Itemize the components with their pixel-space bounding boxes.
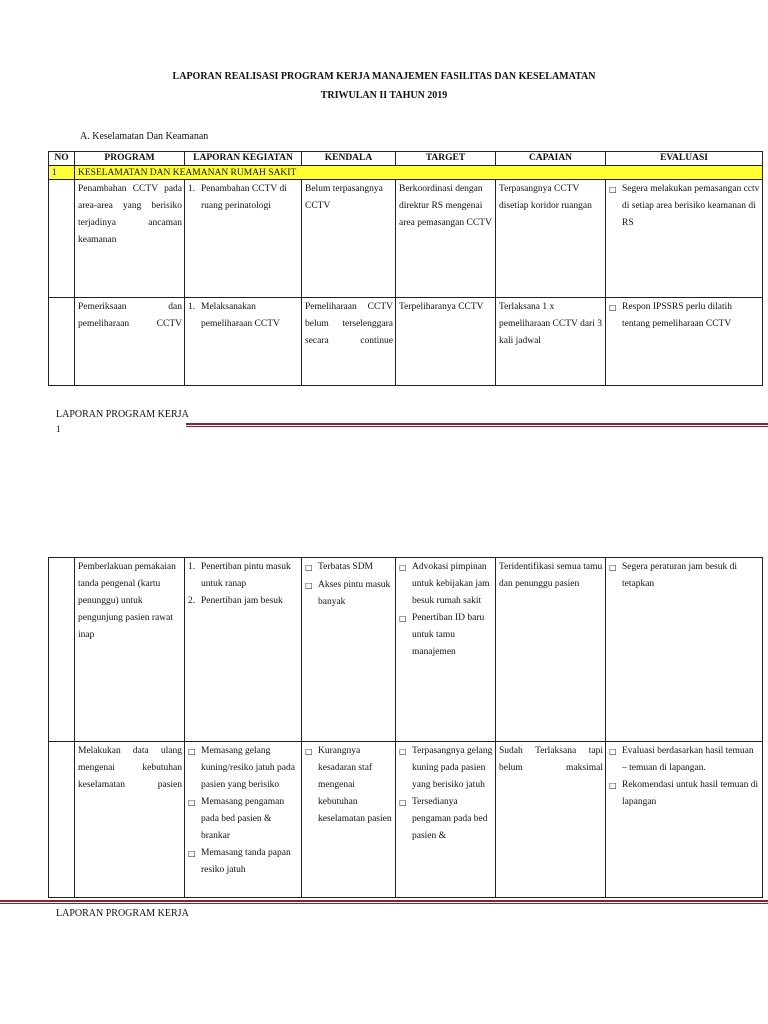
footer-label: LAPORAN PROGRAM KERJA bbox=[56, 409, 189, 420]
page-number: 1 bbox=[56, 424, 61, 434]
program-cell: Melakukan data ulang mengenai kebutuhan keselamatan pasien bbox=[75, 742, 185, 898]
checkbox-icon: □ bbox=[305, 563, 313, 572]
list-number: 1. bbox=[188, 562, 196, 572]
checkbox-icon: □ bbox=[609, 563, 617, 572]
kendala-cell: Pemeliharaan CCTV belum terselenggara secara continue bbox=[302, 298, 396, 386]
checkbox-icon: □ bbox=[188, 849, 196, 858]
checkbox-icon: □ bbox=[609, 781, 617, 790]
kegiatan-text: Memasang gelang kuning/resiko jatuh pada pasien yang berisiko bbox=[201, 746, 295, 790]
evaluasi-text: Segera peraturan jam besuk di tetapkan bbox=[622, 562, 738, 589]
capaian-cell: Teridentifikasi semua tamu dan penunggu pasien bbox=[496, 558, 606, 742]
header-laporan-kegiatan: LAPORAN KEGIATAN bbox=[185, 152, 302, 166]
checkbox-icon: □ bbox=[399, 798, 407, 807]
checkbox-icon: □ bbox=[305, 747, 313, 756]
kendala-text: Terbatas SDM bbox=[318, 562, 374, 572]
section-title: KESELAMATAN DAN KEAMANAN RUMAH SAKIT bbox=[75, 166, 763, 180]
kegiatan-cell bbox=[185, 298, 302, 386]
document-title: LAPORAN REALISASI PROGRAM KERJA MANAJEMEN FASILITAS DAN KESELAMATAN bbox=[172, 71, 596, 82]
evaluasi-text: Rekomendasi untuk hasil temuan di lapangan bbox=[622, 780, 759, 807]
capaian-cell: Terpasangnya CCTV disetiap koridor ruangan bbox=[496, 180, 606, 298]
target-text: Tersedianya pengaman pada bed pasien & bbox=[412, 797, 488, 841]
kegiatan-cell bbox=[185, 558, 302, 742]
checkbox-icon: □ bbox=[609, 747, 617, 756]
program-table-page1 bbox=[48, 151, 763, 386]
kendala-text: Akses pintu masuk banyak bbox=[318, 580, 391, 607]
kendala-cell: Belum terpasangnya CCTV bbox=[302, 180, 396, 298]
checkbox-icon: □ bbox=[188, 798, 196, 807]
checkbox-icon: □ bbox=[305, 581, 313, 590]
list-number: 1. bbox=[188, 302, 196, 312]
table-row bbox=[49, 558, 763, 742]
checkbox-icon: □ bbox=[609, 303, 617, 312]
row-no-cell bbox=[49, 180, 75, 298]
header-evaluasi: EVALUASI bbox=[606, 152, 763, 166]
table-row bbox=[49, 298, 763, 386]
evaluasi-cell bbox=[606, 742, 763, 898]
program-cell: Penambahan CCTV pada area-area yang berisiko terjadinya ancaman keamanan bbox=[75, 180, 185, 298]
footer-label: LAPORAN PROGRAM KERJA bbox=[56, 908, 189, 919]
evaluasi-text: Respon IPSSRS perlu dilatih tentang pemeliharaan CCTV bbox=[622, 302, 733, 329]
kendala-cell bbox=[302, 558, 396, 742]
checkbox-icon: □ bbox=[399, 614, 407, 623]
kegiatan-text: Memasang tanda papan resiko jatuh bbox=[201, 848, 291, 875]
evaluasi-cell bbox=[606, 180, 763, 298]
checkbox-icon: □ bbox=[609, 185, 617, 194]
table-header-row bbox=[49, 152, 763, 166]
section-no: 1 bbox=[49, 166, 75, 180]
header-capaian: CAPAIAN bbox=[496, 152, 606, 166]
list-number: 1. bbox=[188, 184, 196, 194]
section-heading: A. Keselamatan Dan Keamanan bbox=[80, 131, 209, 142]
evaluasi-text: Segera melakukan pemasangan cctv di setiap area berisiko keamanan di RS bbox=[622, 184, 760, 228]
table-row bbox=[49, 180, 763, 298]
kegiatan-text: Memasang pengaman pada bed pasien & brankar bbox=[201, 797, 285, 841]
kendala-text: Kurangnya kesadaran staf mengenai kebutuhan keselamatan pasien bbox=[318, 746, 392, 824]
kegiatan-cell bbox=[185, 180, 302, 298]
document-subtitle: TRIWULAN II TAHUN 2019 bbox=[320, 90, 448, 101]
evaluasi-text: Evaluasi berdasarkan hasil temuan – temuan di lapangan. bbox=[622, 746, 754, 773]
program-cell: Pemberlakuan pemakaian tanda pengenal (kartu penunggu) untuk pengunjung pasien rawat inap bbox=[75, 558, 185, 742]
program-cell: Pemeriksaan dan pemeliharaan CCTV bbox=[75, 298, 185, 386]
header-program: PROGRAM bbox=[75, 152, 185, 166]
kegiatan-text: Melaksanakan pemeliharaan CCTV bbox=[201, 302, 280, 329]
kegiatan-cell bbox=[185, 742, 302, 898]
target-cell: Terpeliharanya CCTV bbox=[396, 298, 496, 386]
footer-rule bbox=[0, 900, 768, 904]
kegiatan-text: Penertiban pintu masuk untuk ranap bbox=[201, 562, 291, 589]
list-number: 2. bbox=[188, 596, 196, 606]
program-table-page2 bbox=[48, 557, 763, 898]
target-text: Penertiban ID baru untuk tamu manajemen bbox=[412, 613, 485, 657]
capaian-cell: Terlaksana 1 x pemeliharaan CCTV dari 3 kali jadwal bbox=[496, 298, 606, 386]
target-text: Terpasangnya gelang kuning pada pasien yang berisiko jatuh bbox=[412, 746, 493, 790]
checkbox-icon: □ bbox=[399, 563, 407, 572]
checkbox-icon: □ bbox=[399, 747, 407, 756]
header-no: NO bbox=[49, 152, 75, 166]
kegiatan-text: Penambahan CCTV di ruang perinatologi bbox=[201, 184, 287, 211]
target-text: Advokasi pimpinan untuk kebijakan jam besuk rumah sakit bbox=[412, 562, 490, 606]
target-cell bbox=[396, 558, 496, 742]
evaluasi-cell bbox=[606, 298, 763, 386]
row-no-cell bbox=[49, 298, 75, 386]
header-target: TARGET bbox=[396, 152, 496, 166]
table-row bbox=[49, 742, 763, 898]
evaluasi-cell bbox=[606, 558, 763, 742]
checkbox-icon: □ bbox=[188, 747, 196, 756]
kendala-cell bbox=[302, 742, 396, 898]
footer-rule bbox=[186, 423, 768, 427]
section-row bbox=[49, 166, 763, 180]
kegiatan-text: Penertiban jam besuk bbox=[201, 596, 283, 606]
row-no-cell bbox=[49, 558, 75, 742]
header-kendala: KENDALA bbox=[302, 152, 396, 166]
row-no-cell bbox=[49, 742, 75, 898]
target-cell: Berkoordinasi dengan direktur RS mengenai area pemasangan CCTV bbox=[396, 180, 496, 298]
target-cell bbox=[396, 742, 496, 898]
capaian-cell: Sudah Terlaksana tapi belum maksimal bbox=[496, 742, 606, 898]
